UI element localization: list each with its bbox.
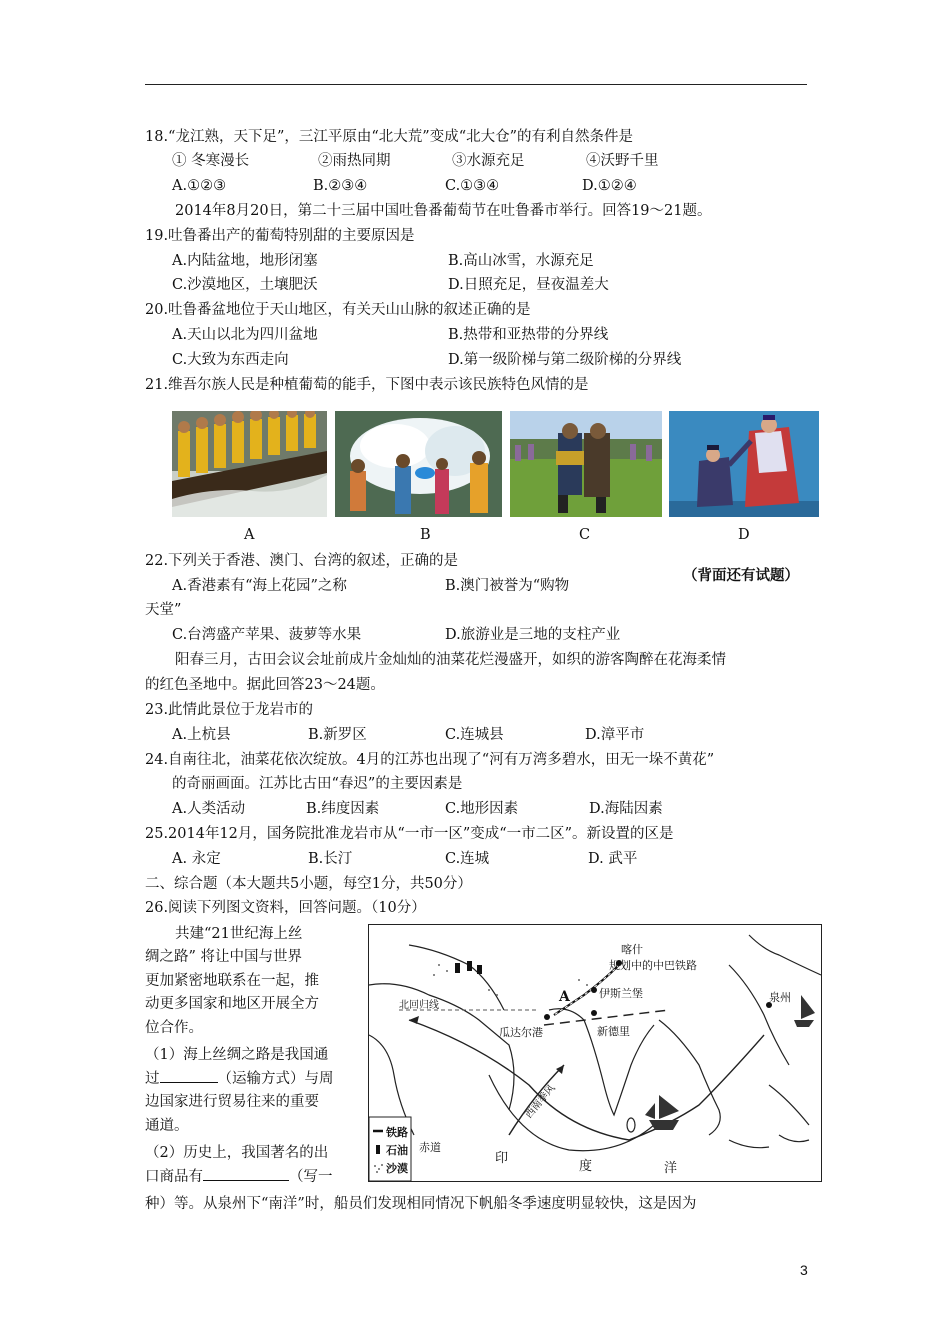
header-rule	[145, 84, 807, 85]
photo-water-festival	[335, 411, 502, 517]
q18-item-3: ③水源充足	[452, 153, 525, 169]
photo-caption-c: C	[579, 527, 591, 543]
legend-desert: 沙漠	[386, 1162, 408, 1175]
q20-option-b: B.热带和亚热带的分界线	[448, 327, 609, 343]
q26-part1-line1: （1）海上丝绸之路是我国通	[145, 1047, 329, 1063]
q25-option-b: B.长汀	[308, 851, 353, 867]
intro-23-24-line2: 的红色圣地中。据此回答23～24题。	[145, 677, 385, 693]
q23-option-a: A.上杭县	[172, 727, 231, 743]
section-2-heading: 二、综合题（本大题共5小题，每空1分，共50分）	[145, 876, 472, 892]
q25-option-c: C.连城	[445, 851, 490, 867]
legend-oil: 石油	[386, 1144, 408, 1157]
q22-stem: 22.下列关于香港、澳门、台湾的叙述，正确的是	[145, 553, 459, 569]
q26-part2-line2b: （写一	[289, 1169, 333, 1185]
silk-road-map	[368, 924, 822, 1182]
page-number: 3	[800, 1262, 808, 1278]
q26-part2-line1: （2）历史上，我国著名的出	[145, 1145, 329, 1161]
q23-option-c: C.连城县	[445, 727, 504, 743]
label-ocean-1: 印	[495, 1151, 509, 1166]
photo-caption-a: A	[244, 527, 255, 543]
photo-uyghur-dance	[669, 411, 819, 517]
q26-text-3: 更加紧密地联系在一起，推	[145, 973, 319, 989]
q22-option-d: D.旅游业是三地的支柱产业	[445, 627, 621, 643]
q18-item-1: ① 冬寒漫长	[172, 153, 250, 169]
back-page-note: （背面还有试题）	[683, 567, 799, 584]
q26-text-4: 动更多国家和地区开展全方	[145, 996, 319, 1012]
q22-option-b: B.澳门被誉为“购物	[445, 578, 570, 594]
label-tropic: 北回归线	[399, 1000, 439, 1011]
legend-railway: 铁路	[386, 1126, 408, 1139]
q25-stem: 25.2014年12月，国务院批准龙岩市从“一市一区”变成“一市二区”。新设置的区是	[145, 826, 674, 842]
q18-option-c: C.①③④	[445, 178, 500, 194]
label-ocean-3: 洋	[664, 1161, 678, 1176]
label-cpec: 规划中的中巴铁路	[609, 959, 697, 972]
photo-dragon-boat	[172, 411, 327, 517]
q24-option-a: A.人类活动	[172, 801, 246, 817]
photo-wrestling	[510, 411, 662, 517]
q26-part1-line2	[145, 1068, 334, 1092]
photo-caption-b: B	[420, 527, 431, 543]
q18-stem: 18.“龙江熟，天下足”，三江平原由“北大荒”变成“北大仓”的有利自然条件是	[145, 129, 634, 145]
q18-option-b: B.②③④	[313, 178, 368, 194]
q22-option-b-cont: 天堂”	[145, 602, 182, 618]
q26-part2-line3: 种）等。从泉州下“南洋”时，船员们发现相同情况下帆船冬季速度明显较快，这是因为	[145, 1196, 697, 1212]
q24-option-c: C.地形因素	[445, 801, 519, 817]
q23-option-b: B.新罗区	[308, 727, 367, 743]
q25-option-a: A. 永定	[172, 851, 221, 867]
q18-option-d: D.①②④	[582, 178, 637, 194]
q19-option-c: C.沙漠地区，土壤肥沃	[172, 277, 318, 293]
q26-part2-line2	[145, 1166, 333, 1190]
q26-part1-line2a: 过	[145, 1071, 160, 1087]
q23-stem: 23.此情此景位于龙岩市的	[145, 702, 314, 718]
label-ocean-2: 度	[579, 1159, 593, 1174]
q22-option-c: C.台湾盛产苹果、菠萝等水果	[172, 627, 362, 643]
label-gwadar: 瓜达尔港	[499, 1026, 543, 1039]
q24-stem-line1: 24.自南往北，油菜花依次绽放。4月的江苏也出现了“河有万湾多碧水，田无一垛不黄花”	[145, 752, 715, 768]
q20-option-a: A.天山以北为四川盆地	[172, 327, 318, 343]
q26-text-5: 位合作。	[145, 1020, 203, 1036]
q24-stem-line2: 的奇丽画面。江苏比古田“春迟”的主要因素是	[172, 776, 463, 792]
intro-19-21: 2014年8月20日，第二十三届中国吐鲁番葡萄节在吐鲁番市举行。回答19～21题。	[175, 203, 712, 219]
q26-blank-1[interactable]	[160, 1068, 218, 1083]
q19-stem: 19.吐鲁番出产的葡萄特别甜的主要原因是	[145, 228, 415, 244]
q25-option-d: D. 武平	[588, 851, 638, 867]
photo-caption-d: D	[738, 527, 750, 543]
q19-option-d: D.日照充足，昼夜温差大	[448, 277, 609, 293]
q19-option-b: B.高山冰雪，水源充足	[448, 253, 594, 269]
q18-option-a: A.①②③	[172, 178, 227, 194]
q24-option-b: B.纬度因素	[306, 801, 380, 817]
intro-23-24-line1: 阳春三月，古田会议会址前成片金灿灿的油菜花烂漫盛开，如织的游客陶醉在花海柔情	[175, 652, 726, 668]
q20-option-c: C.大致为东西走向	[172, 352, 289, 368]
label-sw-monsoon: 西南季风	[523, 1082, 558, 1121]
q26-text-2: 绸之路” 将让中国与世界	[145, 949, 303, 965]
q22-option-a: A.香港素有“海上花园”之称	[172, 578, 347, 594]
q21-stem: 21.维吾尔族人民是种植葡萄的能手，下图中表示该民族特色风情的是	[145, 377, 589, 393]
q26-blank-2[interactable]	[203, 1166, 289, 1181]
q23-option-d: D.漳平市	[585, 727, 645, 743]
q18-item-2: ②雨热同期	[318, 153, 391, 169]
q20-option-d: D.第一级阶梯与第二级阶梯的分界线	[448, 352, 682, 368]
label-equator: 赤道	[419, 1141, 441, 1154]
q19-option-a: A.内陆盆地，地形闭塞	[172, 253, 318, 269]
q26-part1-line4: 通道。	[145, 1118, 189, 1134]
q26-text-1: 共建“21世纪海上丝	[175, 926, 303, 942]
label-kashgar: 喀什	[621, 943, 643, 956]
label-islamabad: 伊斯兰堡	[599, 987, 643, 1000]
label-new-delhi: 新德里	[597, 1025, 630, 1038]
q26-stem: 26.阅读下列图文资料，回答问题。（10分）	[145, 900, 426, 916]
q26-part2-line2a: 口商品有	[145, 1169, 203, 1185]
q26-part1-line2b: （运输方式）与周	[217, 1071, 334, 1087]
label-quanzhou: 泉州	[769, 991, 791, 1004]
q24-option-d: D.海陆因素	[589, 801, 663, 817]
q18-item-4: ④沃野千里	[586, 153, 659, 169]
q20-stem: 20.吐鲁番盆地位于天山地区，有关天山山脉的叙述正确的是	[145, 302, 531, 318]
label-point-a: A	[559, 989, 570, 1005]
q26-part1-line3: 边国家进行贸易往来的重要	[145, 1094, 319, 1110]
